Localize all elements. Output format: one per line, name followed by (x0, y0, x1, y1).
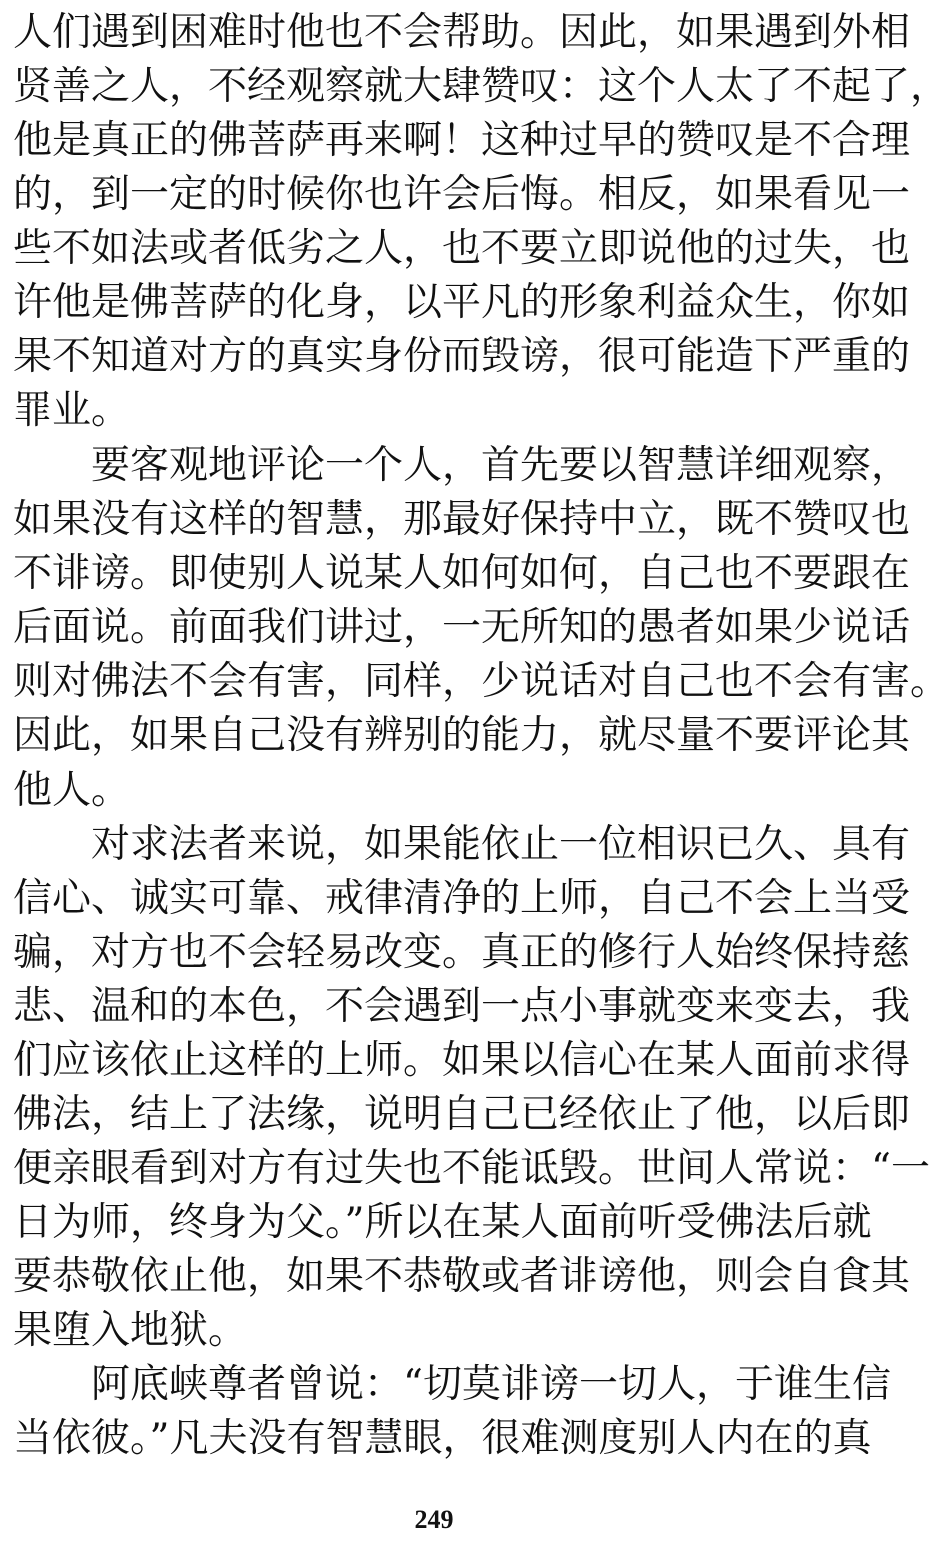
text-line: 贤善之人，不经观察就大肆赞叹：这个人太了不起了， (13, 64, 949, 109)
text-line: 对求法者来说，如果能依止一位相识已久、具有 (91, 822, 911, 867)
text-line: 则对佛法不会有害，同样，少说话对自己也不会有害。 (13, 659, 949, 704)
text-line: 如果没有这样的智慧，那最好保持中立，既不赞叹也 (13, 497, 911, 542)
text-line: 便亲眼看到对方有过失也不能诋毁。世间人常说：“一 (13, 1146, 930, 1191)
text-line: 佛法，结上了法缘，说明自己已经依止了他，以后即 (13, 1092, 911, 1137)
text-line: 信心、诚实可靠、戒律清净的上师，自己不会上当受 (13, 876, 911, 921)
text-line: 们应该依止这样的上师。如果以信心在某人面前求得 (13, 1038, 911, 1083)
text-line: 悲、温和的本色，不会遇到一点小事就变来变去，我 (13, 984, 911, 1029)
text-line: 罪业。 (13, 388, 131, 433)
text-line: 阿底峡尊者曾说：“切莫诽谤一切人，于谁生信 (91, 1362, 891, 1407)
text-line: 要恭敬依止他，如果不恭敬或者诽谤他，则会自食其 (13, 1254, 911, 1299)
text-line: 果堕入地狱。 (13, 1308, 248, 1353)
text-line: 些不如法或者低劣之人，也不要立即说他的过失，也 (13, 226, 911, 271)
text-line: 不诽谤。即使别人说某人如何如何，自己也不要跟在 (13, 551, 911, 596)
text-line: 的，到一定的时候你也许会后悔。相反，如果看见一 (13, 172, 911, 217)
text-line: 日为师，终身为父。”所以在某人面前听受佛法后就 (13, 1200, 872, 1245)
text-line: 当依彼。”凡夫没有智慧眼，很难测度别人内在的真 (13, 1416, 872, 1461)
text-line: 人们遇到困难时他也不会帮助。因此，如果遇到外相 (13, 10, 911, 55)
text-line: 骗，对方也不会轻易改变。真正的修行人始终保持慈 (13, 930, 911, 975)
text-line: 果不知道对方的真实身份而毁谤，很可能造下严重的 (13, 334, 911, 379)
page-number: 249 (414, 1505, 454, 1534)
text-line: 要客观地评论一个人，首先要以智慧详细观察， (91, 443, 911, 488)
text-line: 因此，如果自己没有辨别的能力，就尽量不要评论其 (13, 713, 911, 758)
text-line: 他是真正的佛菩萨再来啊！这种过早的赞叹是不合理 (13, 118, 911, 163)
text-line: 许他是佛菩萨的化身，以平凡的形象利益众生，你如 (13, 280, 911, 325)
text-line: 后面说。前面我们讲过，一无所知的愚者如果少说话 (13, 605, 911, 650)
text-line: 他人。 (13, 768, 131, 813)
